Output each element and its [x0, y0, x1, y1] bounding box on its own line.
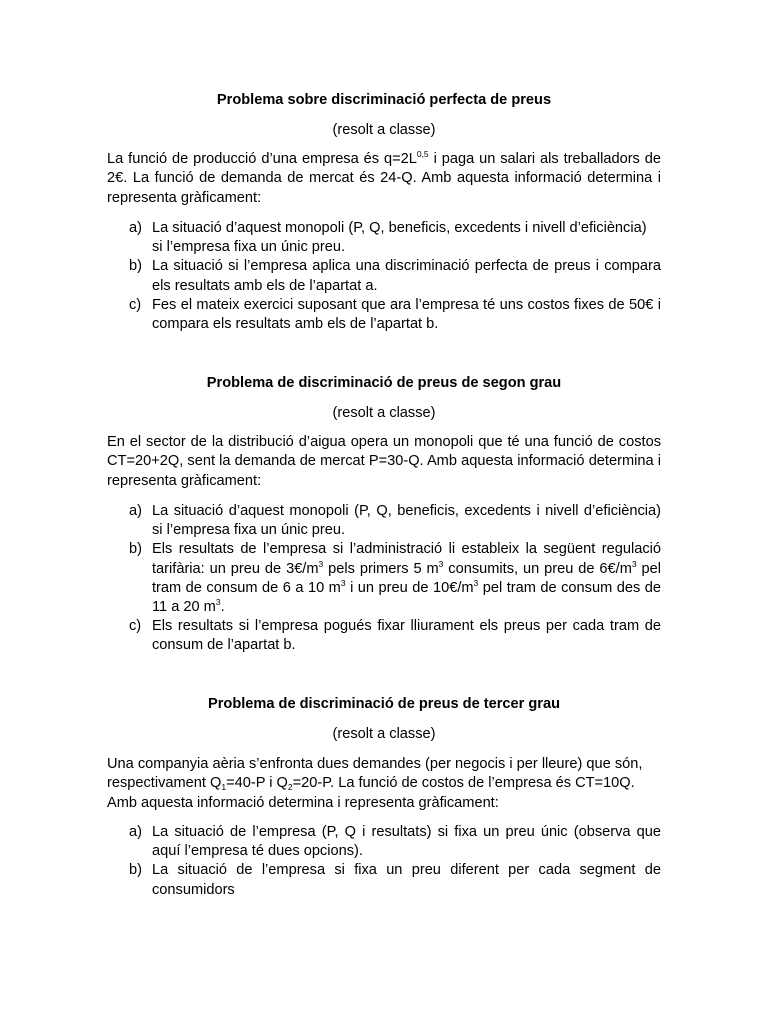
- list-item-text: La situació si l’empresa aplica una discriminació perfecta de preus i compara els resultats amb els de l’apartat a.: [152, 258, 661, 294]
- list-item-text: Els resultats si l’empresa pogués fixar lliurament els preus per cada tram de consum de l’apartat b.: [152, 618, 661, 654]
- section2-list: [107, 502, 661, 656]
- list-item: [107, 617, 661, 655]
- list-marker: a): [129, 503, 142, 519]
- list-marker: b): [129, 862, 142, 879]
- list-item-text: La situació de l’empresa (P, Q i resultats) si fixa un preu únic (observa que aquí l’empresa té dues opcions).: [152, 824, 661, 860]
- list-item-text: Els resultats de l’empresa si l’administració li estableix la següent regulació tarifària: un preu de $3€/m^3$ pels primers 5 $m^3$ consumits, un preu de $6€/m^3$ pel tram de consum de 6 a 10 $m^3$ i un preu de $10€/m^3$ pel tram de consum des de 11 a 20 $m^3$.: [152, 541, 662, 616]
- section1-intro: La funció de producció d’una empresa és $q=2L^{0,5}$ i paga un salari als treballadors de 2€. La funció de demanda de mercat és 24-Q. Amb aquesta informació determina i representa gràficament:: [107, 149, 662, 206]
- list-item: [107, 502, 661, 540]
- section1-list: [107, 219, 661, 334]
- list-marker: b): [129, 258, 142, 275]
- list-marker: c): [129, 296, 142, 313]
- list-marker: c): [129, 618, 142, 635]
- list-item: [107, 257, 661, 295]
- section1-title: Problema sobre discriminació perfecta de preus: [216, 92, 552, 108]
- list-item: [107, 861, 661, 899]
- list-item: [107, 823, 661, 861]
- list-item-text: La situació d’aquest monopoli (P, Q, beneficis, excedents i nivell d’eficiència) si l’empresa fixa un únic preu.: [152, 503, 661, 539]
- list-item-text: La situació d’aquest monopoli (P, Q, beneficis, excedents i nivell d’eficiència) si l’empresa fixa un únic preu.: [152, 220, 647, 256]
- section1-subtitle: (resolt a classe): [332, 122, 436, 138]
- section2-title: Problema de discriminació de preus de segon grau: [206, 375, 562, 391]
- section3-title: Problema de discriminació de preus de tercer grau: [208, 696, 560, 712]
- list-item-text: Fes el mateix exercici suposant que ara l’empresa té uns costos fixes de 50€ i compara els resultats amb els de l’apartat b.: [152, 296, 661, 333]
- section3-intro: Una companyia aèria s’enfronta dues demandes (per negocis i per lleure) que són, respectivament $Q_1=40-P$ i $Q_2=20-P$. La funció de costos de l’empresa és CT=10Q. Amb aquesta informació determina i representa gràficament:: [107, 756, 643, 811]
- list-item-text: La situació de l’empresa si fixa un preu diferent per cada segment de consumidors: [152, 862, 661, 898]
- section3-subtitle: (resolt a classe): [332, 726, 436, 742]
- section2-intro: En el sector de la distribució d’aigua opera un monopoli que té una funció de costos CT=20+2Q, sent la demanda de mercat P=30-Q. Amb aquesta informació determina i representa gràficament:: [107, 434, 661, 489]
- list-item: [107, 296, 661, 334]
- list-marker: a): [129, 824, 142, 840]
- list-marker: b): [129, 541, 142, 558]
- list-item: [107, 540, 661, 617]
- list-item: [107, 219, 661, 257]
- exponent: 0,5: [416, 149, 429, 159]
- list-marker: a): [129, 220, 142, 236]
- section2-subtitle: (resolt a classe): [332, 405, 436, 421]
- section3-list: [107, 823, 661, 900]
